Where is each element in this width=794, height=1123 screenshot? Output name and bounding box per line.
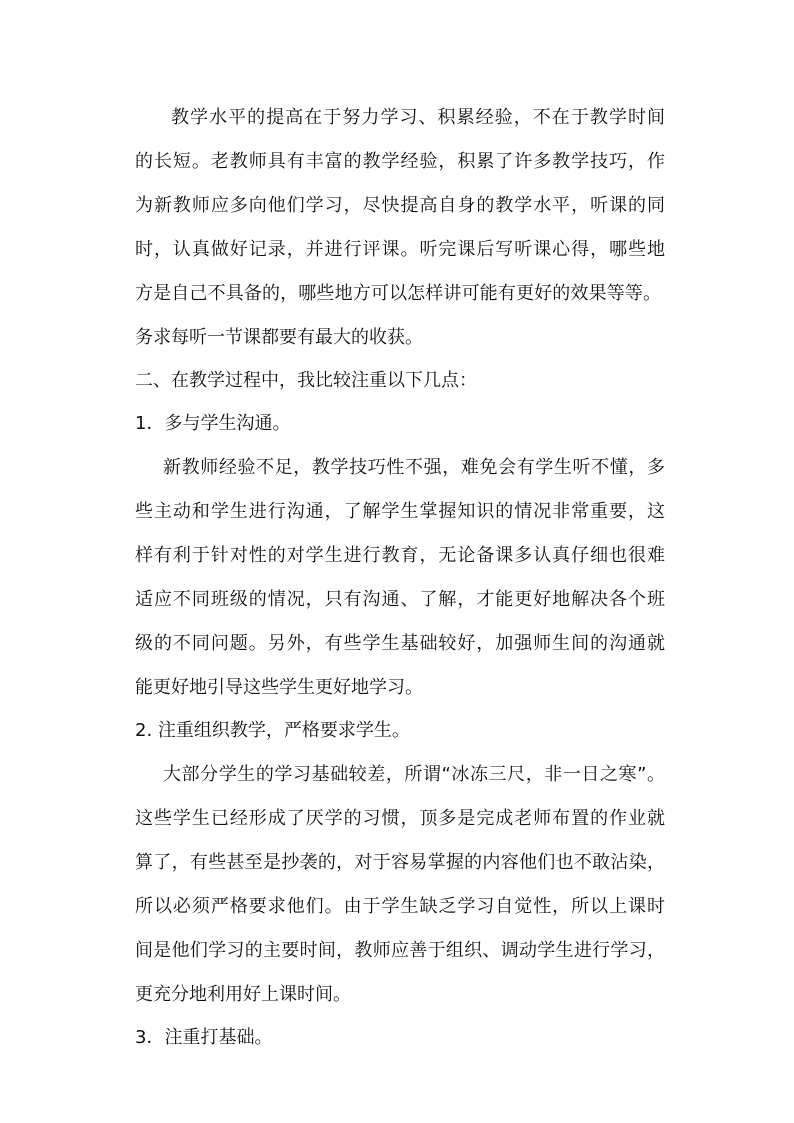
list-item-heading: 1．多与学生沟通。 [135, 413, 291, 434]
paragraph-line: 算了，有些甚至是抄袭的，对于容易掌握的内容他们也不敢沾染， [135, 852, 665, 873]
paragraph-line: 为新教师应多向他们学习，尽快提高自身的教学水平，听课的同 [135, 195, 665, 216]
paragraph-line: 所以必须严格要求他们。由于学生缺乏学习自觉性，所以上课时 [135, 896, 665, 917]
paragraph-line: 适应不同班级的情况，只有沟通、了解，才能更好地解决各个班 [135, 589, 665, 610]
paragraph-line: 样有利于针对性的对学生进行教育，无论备课多认真仔细也很难 [135, 545, 665, 566]
paragraph-line: 务求每听一节课都要有最大的收获。 [135, 327, 423, 348]
paragraph-line: 教学水平的提高在于努力学习、积累经验，不在于教学时间 [171, 107, 665, 128]
paragraph-line: 的长短。老教师具有丰富的教学经验，积累了许多教学技巧，作 [135, 151, 665, 172]
paragraph-line: 些主动和学生进行沟通，了解学生掌握知识的情况非常重要，这 [135, 501, 665, 522]
section-heading: 二、在教学过程中，我比较注重以下几点： [135, 370, 477, 391]
paragraph-line: 级的不同问题。另外，有些学生基础较好，加强师生间的沟通就 [135, 633, 665, 654]
paragraph-line: 大部分学生的学习基础较差，所谓“冰冻三尺，非一日之寒”。 [163, 764, 665, 785]
paragraph-line: 时，认真做好记录，并进行评课。听完课后写听课心得，哪些地 [135, 239, 665, 260]
list-item-heading: 2. 注重组织教学，严格要求学生。 [135, 720, 410, 741]
paragraph-line: 间是他们学习的主要时间，教师应善于组织、调动学生进行学习， [135, 940, 665, 961]
paragraph-line: 更充分地利用好上课时间。 [135, 984, 351, 1005]
paragraph-line: 新教师经验不足，教学技巧性不强，难免会有学生听不懂，多 [163, 457, 665, 478]
list-item-heading: 3．注重打基础。 [135, 1027, 273, 1048]
paragraph-line: 方是自己不具备的，哪些地方可以怎样讲可能有更好的效果等等。 [135, 283, 661, 304]
paragraph-line: 这些学生已经形成了厌学的习惯，顶多是完成老师布置的作业就 [135, 808, 665, 829]
paragraph-line: 能更好地引导这些学生更好地学习。 [135, 677, 423, 698]
